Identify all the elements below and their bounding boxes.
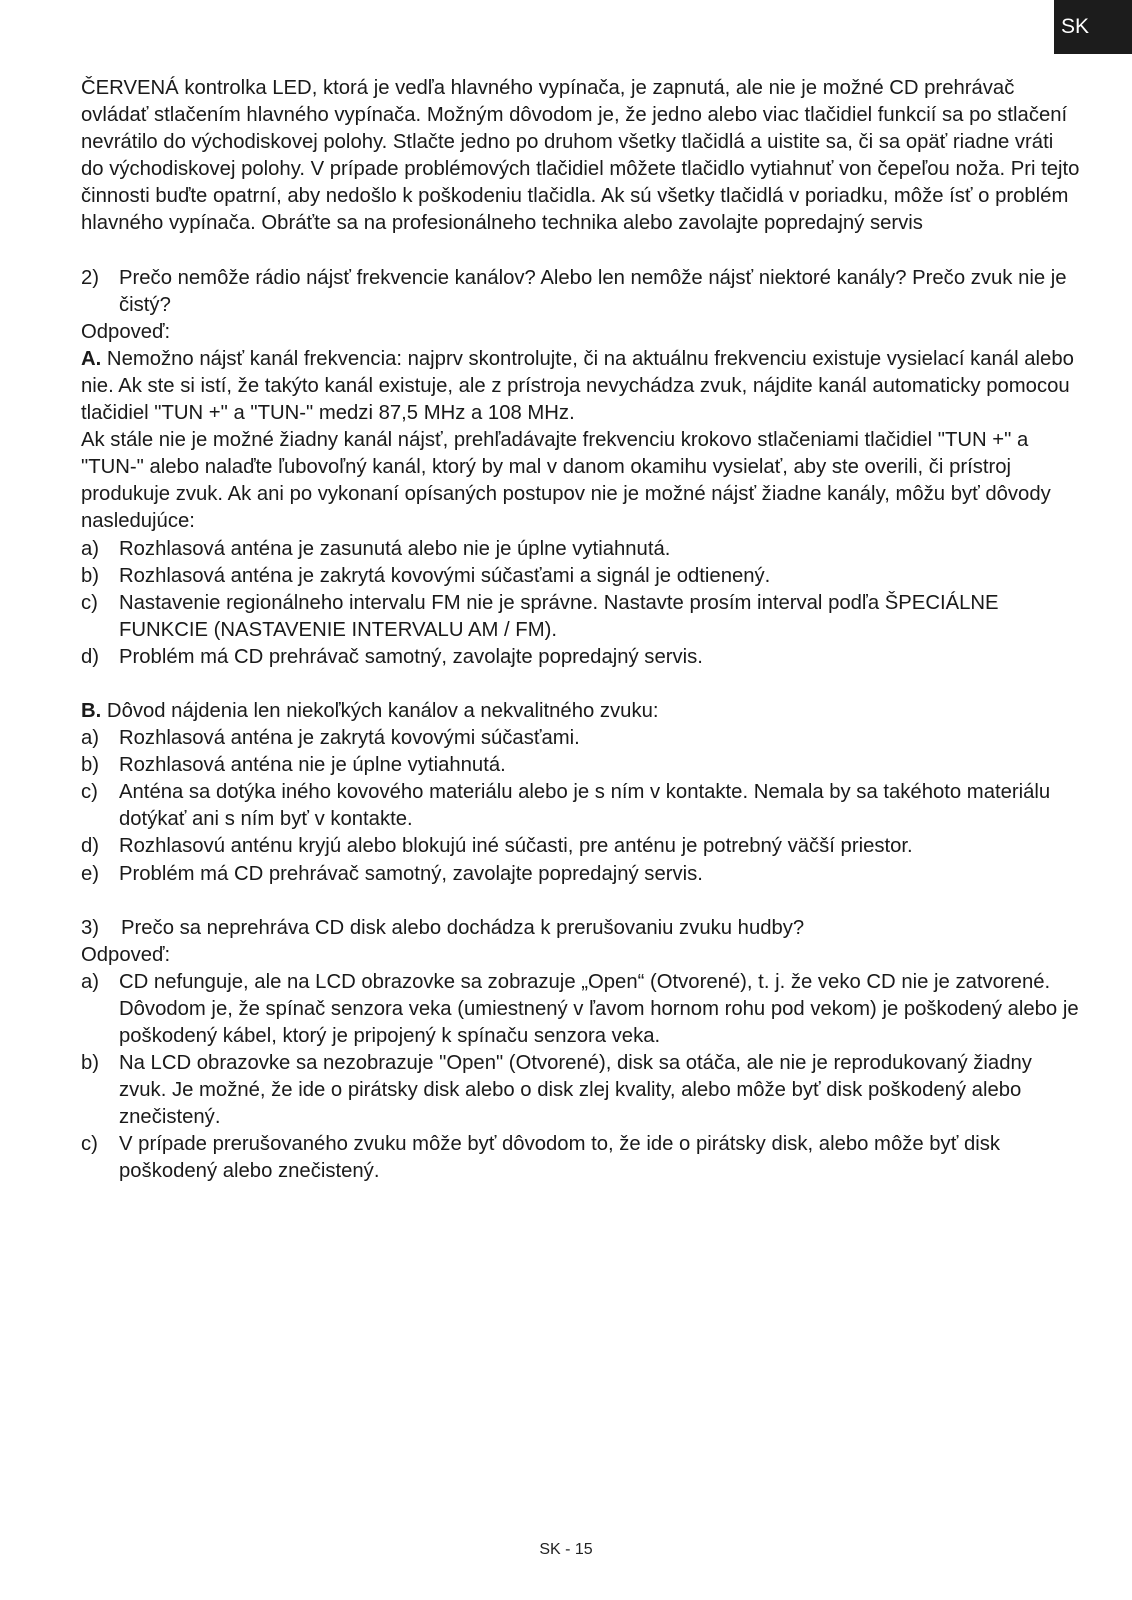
list-marker: d) [81, 835, 100, 858]
answer-a-paragraph [81, 346, 1081, 427]
document-body [81, 75, 1081, 1186]
spacer [81, 888, 1081, 915]
answer-a-paragraph-2: Ak stále nie je možné žiadny kanál nájsť, prehľadávajte frekvenciu krokovo stlačeniami tlačidiel "TUN +" a "TUN-" alebo nalaďte ľubovoľný kanál, ktorý by mal v danom okamihu vysielať, aby ste overili, či prístroj produkuje zvuk. Ak ani po vykonaní opísaných postupov nie je možné nájsť žiadne kanály, môžu byť dôvody nasledujúce: [81, 429, 1051, 533]
list-item-text: Anténa sa dotýka iného kovového materiálu alebo je s ním v kontakte. Nemala by sa takéhoto materiálu dotýkať ani s ním byť v kontakte. [119, 781, 1051, 831]
answer-label: Odpoveď: [81, 320, 171, 343]
list-item-text: V prípade prerušovaného zvuku môže byť dôvodom to, že ide o pirátsky disk, alebo môže byť disk poškodený alebo znečistený. [119, 1133, 1001, 1183]
question-number: 3) [81, 916, 100, 939]
list-marker: a) [81, 970, 100, 993]
list-item [81, 779, 1081, 833]
list-item [81, 833, 1081, 860]
list-item-text: Rozhlasová anténa je zasunutá alebo nie je úplne vytiahnutá. [119, 537, 671, 560]
list-item [81, 644, 1081, 671]
list-marker: a) [81, 727, 100, 750]
list-item-text: Problém má CD prehrávač samotný, zavolajte popredajný servis. [119, 645, 703, 668]
answer-b-paragraph [81, 698, 1081, 725]
list-marker: b) [81, 1052, 100, 1075]
question-number: 2) [81, 266, 100, 289]
answer-a-label: A. [81, 347, 102, 370]
spacer [81, 238, 1081, 265]
answer-a-list [81, 536, 1081, 671]
list-marker: e) [81, 862, 100, 885]
list-marker: a) [81, 537, 100, 560]
answer-3-list [81, 969, 1081, 1186]
list-item [81, 1131, 1081, 1185]
list-marker: d) [81, 645, 100, 668]
list-marker: b) [81, 754, 100, 777]
list-item [81, 861, 1081, 888]
list-item [81, 725, 1081, 752]
question-2 [81, 265, 1081, 319]
list-item [81, 752, 1081, 779]
list-item [81, 590, 1081, 644]
page-number: SK - 15 [539, 1541, 593, 1558]
answer-a-text: Nemožno nájsť kanál frekvencia: najprv skontrolujte, či na aktuálnu frekvenciu existuje vysielací kanál alebo nie. Ak ste si istí, že takýto kanál existuje, ale z prístroja nevychádza zvuk, nájdite kanál automaticky pomocou tlačidiel "TUN +" a "TUN-" medzi 87,5 MHz a 108 MHz. [81, 347, 1074, 425]
list-item-text: Problém má CD prehrávač samotný, zavolajte popredajný servis. [119, 862, 703, 885]
list-item [81, 563, 1081, 590]
list-item-text: CD nefunguje, ale na LCD obrazovke sa zobrazuje „Open“ (Otvorené), t. j. že veko CD nie je zatvorené. Dôvodom je, že spínač senzora veka (umiestnený v ľavom hornom rohu pod vekom) je poškodený alebo je poškodený kábel, ktorý je pripojený k spínaču senzora veka. [119, 970, 1079, 1047]
spacer [81, 671, 1081, 698]
list-item-text: Nastavenie regionálneho intervalu FM nie je správne. Nastavte prosím interval podľa ŠPECIÁLNE FUNKCIE (NASTAVENIE INTERVALU AM / FM). [119, 591, 999, 641]
list-item-text: Rozhlasovú anténu kryjú alebo blokujú iné súčasti, pre anténu je potrebný väčší priestor. [119, 835, 913, 858]
question-3 [81, 915, 1081, 942]
list-item-text: Rozhlasová anténa je zakrytá kovovými súčasťami. [119, 727, 580, 750]
list-item-text: Na LCD obrazovke sa nezobrazuje "Open" (Otvorené), disk sa otáča, ale nie je reprodukovaný žiadny zvuk. Je možné, že ide o pirátsky disk alebo o disk zlej kvality, alebo môže byť disk poškodený alebo znečistený. [119, 1052, 1032, 1129]
question-text: Prečo nemôže rádio nájsť frekvencie kanálov? Alebo len nemôže nájsť niektoré kanály? Prečo zvuk nie je čistý? [119, 266, 1067, 316]
answer-b-label: B. [81, 699, 102, 722]
list-marker: c) [81, 1133, 98, 1156]
list-item-text: Rozhlasová anténa nie je úplne vytiahnutá. [119, 754, 506, 777]
answer-b-list [81, 725, 1081, 888]
question-text: Prečo sa neprehráva CD disk alebo dochádza k prerušovaniu zvuku hudby? [121, 916, 805, 939]
answer-label: Odpoveď: [81, 943, 171, 966]
language-tab: SK [1054, 0, 1132, 54]
list-item [81, 1050, 1081, 1131]
answer-b-text: Dôvod nájdenia len niekoľkých kanálov a nekvalitného zvuku: [101, 699, 659, 722]
list-marker: b) [81, 564, 100, 587]
list-item [81, 536, 1081, 563]
list-item [81, 969, 1081, 1050]
list-item-text: Rozhlasová anténa je zakrytá kovovými súčasťami a signál je odtienený. [119, 564, 771, 587]
list-marker: c) [81, 781, 98, 804]
list-marker: c) [81, 591, 98, 614]
intro-paragraph: ČERVENÁ kontrolka LED, ktorá je vedľa hlavného vypínača, je zapnutá, ale nie je možné CD prehrávač ovládať stlačením hlavného vypínača. Možným dôvodom je, že jedno alebo viac tlačidiel funkcií sa po stlačení nevrátilo do východiskovej polohy. Stlačte jedno po druhom všetky tlačidlá a uistite sa, či sa opäť riadne vráti do východiskovej polohy. V prípade problémových tlačidiel môžete tlačidlo vytiahnuť von čepeľou noža. Pri tejto činnosti buďte opatrní, aby nedošlo k poškodeniu tlačidla. Ak sú všetky tlačidlá v poriadku, môže ísť o problém hlavného vypínača. Obráťte sa na profesionálneho technika alebo zavolajte popredajný servis [81, 77, 1080, 235]
